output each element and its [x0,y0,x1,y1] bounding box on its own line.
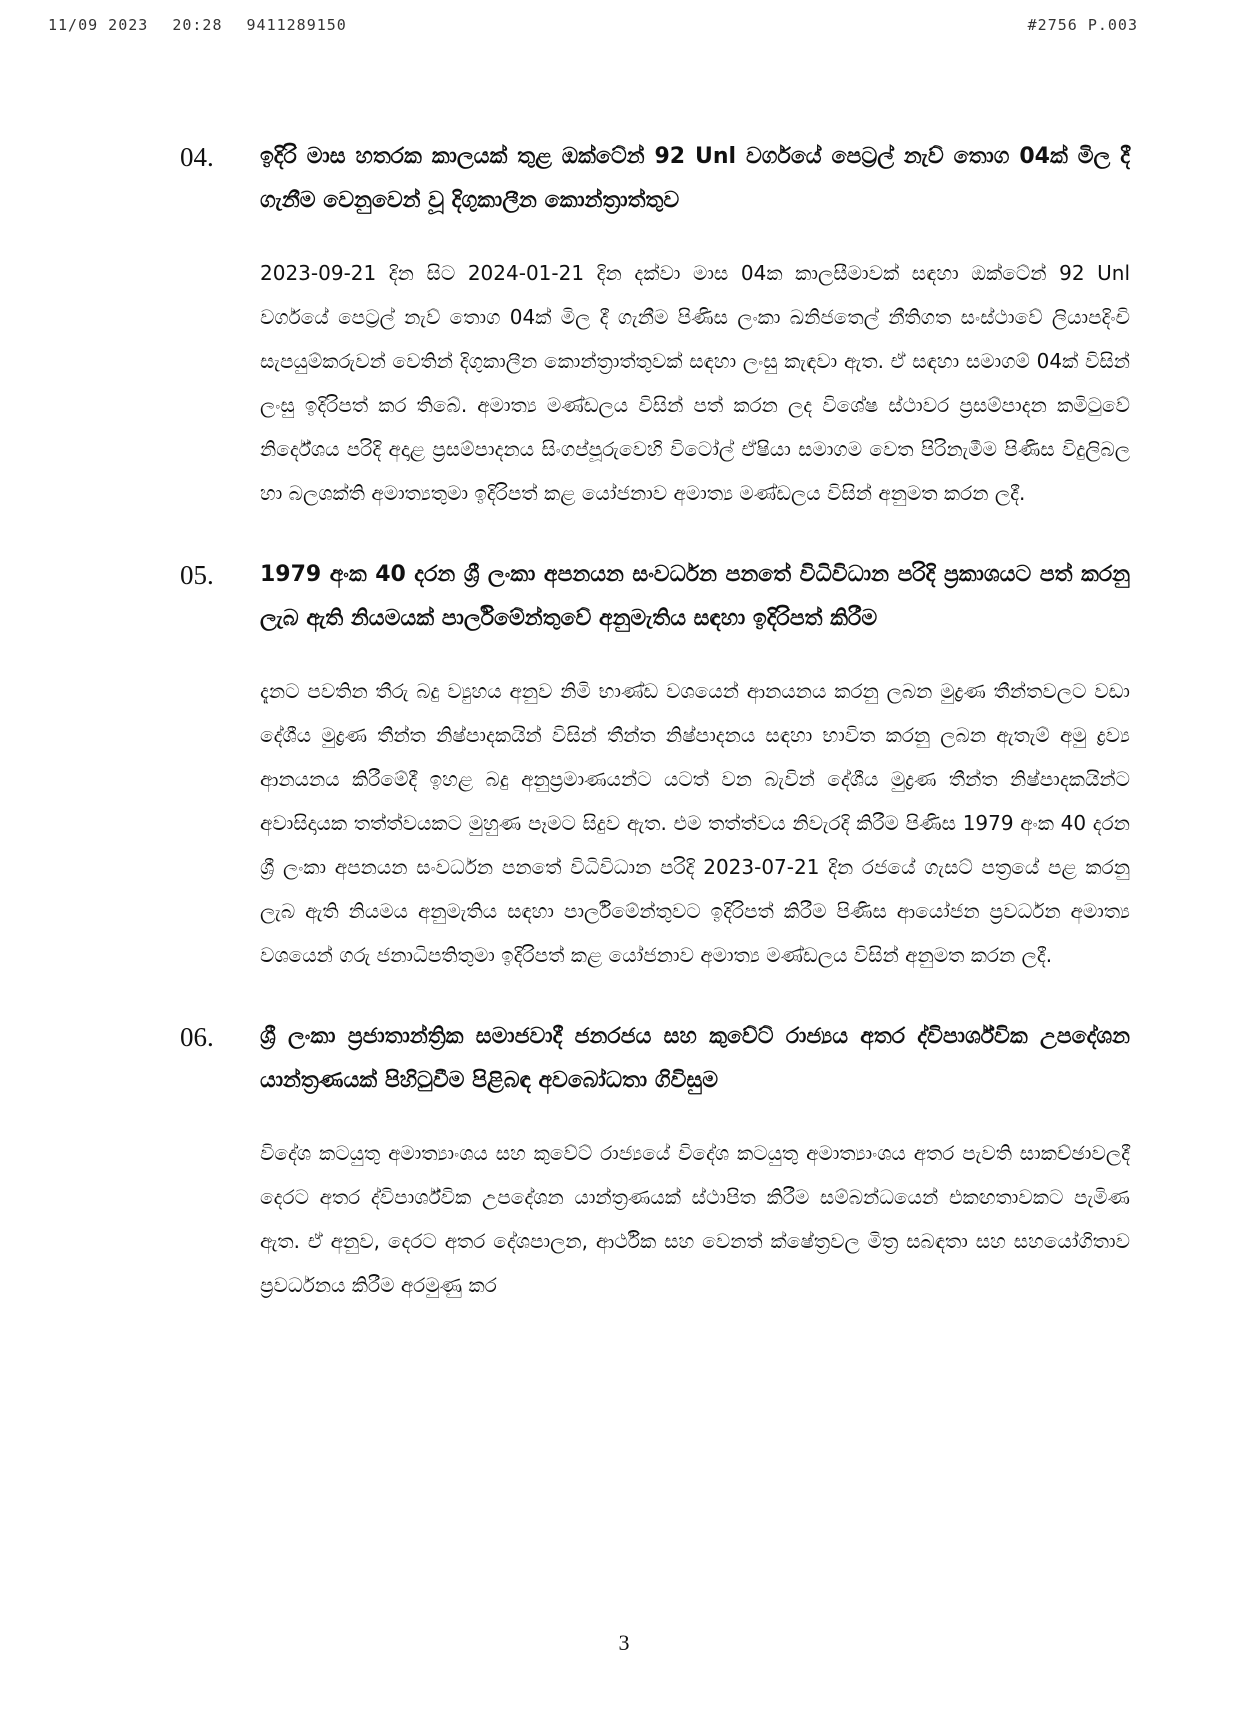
item-heading [180,135,1130,223]
fax-transmission-info [48,16,361,34]
item-heading [180,1015,1130,1103]
decision-item-06 [180,1015,1130,1307]
item-number: 04. [180,142,214,172]
item-body: 2023-09-21 දින සිට 2024-01-21 දින දක්වා මාස 04ක කාලසීමාවක් සඳහා ඔක්ටේන් 92 Unl වර්ගයේ පෙට්‍රල් නැව් තොග 04ක් මිල දී ගැනීම පිණිස ලංකා ඛනිජතෙල් නීතිගත සංස්ථාවේ ලියාපදිංචි සැපයුම්කරුවන් වෙතින් දිගුකාලීන කොන්ත්‍රාත්තුවක් සඳහා ලංසු කැඳවා ඇත. ඒ සඳහා සමාගම් 04ක් විසින් ලංසු ඉදිරිපත් කර තිබේ. අමාත්‍ය මණ්ඩලය විසින් පත් කරන ලද විශේෂ ස්ථාවර ප්‍රසම්පාදන කමිටුවේ නිර්දේශය පරිදි අදාළ ප්‍රසම්පාදනය සිංගප්පූරුවෙහි විටෝල් ඒෂියා සමාගම වෙත පිරිනැමීම පිණිස විදුලිබල හා බලශක්ති අමාත්‍යතුමා ඉදිරිපත් කළ යෝජනාව අමාත්‍ය මණ්ඩලය විසින් අනුමත කරන ලදී. [260,261,1130,505]
document-content [180,135,1130,1345]
fax-number: 9411289150 [246,16,347,34]
fax-job-page: #2756 P.003 [1027,16,1138,34]
item-heading [180,553,1130,641]
fax-time: 20:28 [172,16,223,34]
item-body: දැනට පවතින තීරු බදු ව්‍යුහය අනුව නිමි භාණ්ඩ වශයෙන් ආනයනය කරනු ලබන මුද්‍රණ තීන්තවලට වඩා දේශීය මුද්‍රණ තීන්ත නිෂ්පාදකයින් විසින් තීන්ත නිෂ්පාදනය සඳහා භාවිත කරනු ලබන ඇතැම් අමු ද්‍රව්‍ය ආනයනය කිරීමේදී ඉහළ බදු අනුප්‍රමාණයන්ට යටත් වන බැවින් දේශීය මුද්‍රණ තීන්ත නිෂ්පාදකයින්ට අවාසිදායක තත්ත්වයකට මුහුණ පෑමට සිදුව ඇත. එම තත්ත්වය නිවැරදි කිරීම පිණිස 1979 අංක 40 දරන ශ්‍රී ලංකා අපනයන සංවර්ධන පනතේ විධිවිධාන පරිදි 2023-07-21 දින රජයේ ගැසට් පත්‍රයේ පළ කරනු ලැබ ඇති නියමය අනුමැතිය සඳහා පාර්ලිමේන්තුවට ඉදිරිපත් කිරීම පිණිස ආයෝජන ප්‍රවර්ධන අමාත්‍ය වශයෙන් ගරු ජනාධිපතිතුමා ඉදිරිපත් කළ යෝජනාව අමාත්‍ය මණ්ඩලය විසින් අනුමත කරන ලදී. [260,679,1130,967]
page-number: 3 [618,1630,630,1655]
item-body: විදේශ කටයුතු අමාත්‍යාංශය සහ කුවේට් රාජ්‍යයේ විදේශ කටයුතු අමාත්‍යාංශය අතර පැවති සාකච්ඡාවලදී දෙරට අතර ද්විපාර්ශ්වික උපදේශන යාන්ත්‍රණයක් ස්ථාපිත කිරීම සම්බන්ධයෙන් එකඟතාවකට පැමිණ ඇත. ඒ අනුව, දෙරට අතර දේශපාලන, ආර්ථික සහ වෙනත් ක්ෂේත්‍රවල මිත්‍ර සබඳතා සහ සහයෝගිතාව ප්‍රවර්ධනය කිරීම අරමුණු කර [260,1141,1130,1297]
decision-item-04 [180,135,1130,515]
item-number: 05. [180,560,214,590]
item-title: ශ්‍රී ලංකා ප්‍රජාතාන්ත්‍රික සමාජවාදී ජනරජය සහ කුවේට් රාජ්‍යය අතර ද්විපාර්ශ්වික උපදේශන යාන්ත්‍රණයක් පිහිටුවීම පිළිබඳ අවබෝධතා ගිවිසුම [260,1024,1130,1093]
item-title: ඉදිරි මාස හතරක කාලයක් තුළ ඔක්ටේන් 92 Unl වර්ගයේ පෙට්‍රල් නැව් තොග 04ක් මිල දී ගැනීම වෙනුවෙන් වූ දිගුකාලීන කොන්ත්‍රාත්තුව [260,144,1130,213]
fax-header [48,12,1138,38]
fax-date: 11/09 2023 [48,16,149,34]
item-title: 1979 අංක 40 දරන ශ්‍රී ලංකා අපනයන සංවර්ධන පනතේ විධිවිධාන පරිදි ප්‍රකාශයට පත් කරනු ලැබ ඇති නියමයක් පාර්ලිමේන්තුවේ අනුමැතිය සඳහා ඉදිරිපත් කිරීම [260,562,1130,631]
item-number: 06. [180,1022,214,1052]
decision-item-05 [180,553,1130,977]
